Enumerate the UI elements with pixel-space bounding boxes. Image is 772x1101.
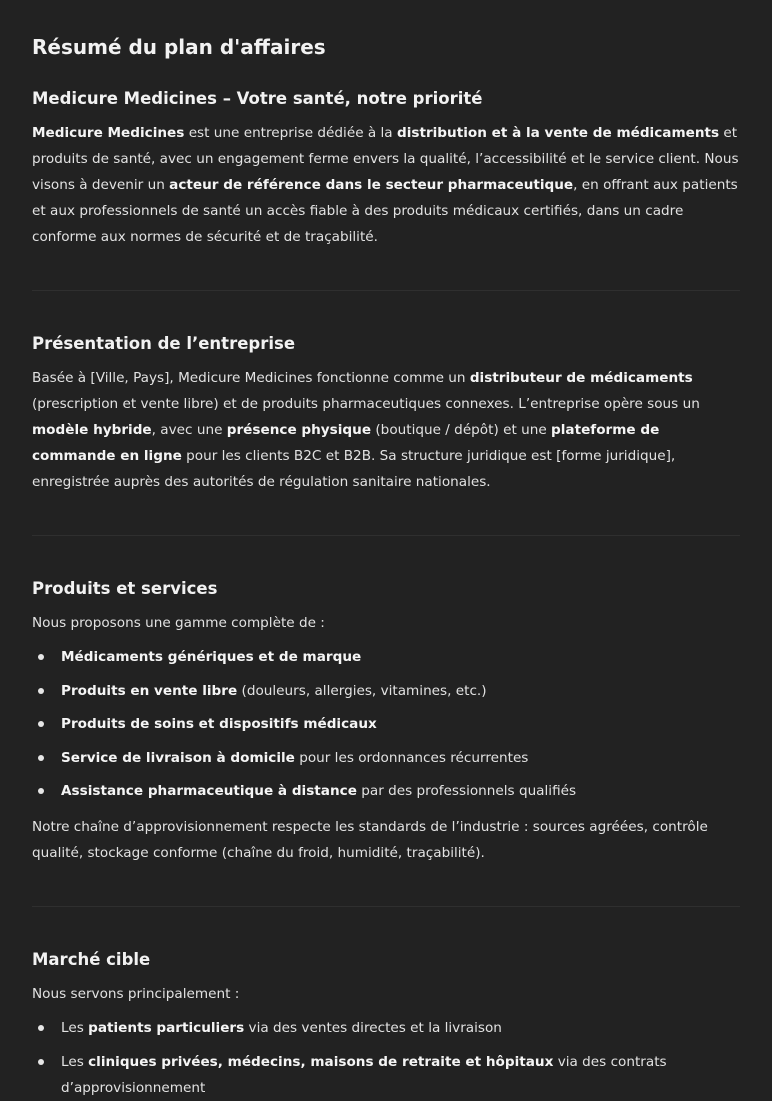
market-section [32,947,740,1101]
bullet-icon [38,788,44,794]
bold-text: Assistance pharmaceutique à distance [61,783,357,799]
page-title: Résumé du plan d'affaires [32,35,326,59]
text-run: par des professionnels qualifiés [356,783,577,799]
bullet-icon [38,1059,44,1065]
bullet-icon [38,1025,44,1031]
list-item [32,1015,740,1041]
products-list [32,644,740,804]
intro-paragraph [32,120,740,250]
list-item [32,1049,740,1101]
list-item [32,711,740,737]
bullet-icon [38,688,44,694]
bold-text: modèle hybride [32,422,152,438]
bullet-icon [38,654,44,660]
text-run: et produits de santé, avec un engagement ferme envers la qualité, l’accessibilité et le service client. Nous visons à devenir un [32,125,739,193]
text-run: , en offrant aux patients et aux professionnels de santé un accès fiable à des produits médicaux certifiés, dans un cadre conforme aux normes de sécurité et de traçabilité. [32,177,738,245]
bold-text: distribution et à la vente de médicaments [396,125,720,141]
text-run: Basée à [Ville, Pays], Medicure Medicines fonctionne comme un [32,370,470,386]
presentation-section [32,331,740,495]
bold-text: distributeur de médicaments [469,370,693,386]
list-item [32,778,740,804]
bold-text: Produits en vente libre [61,682,238,699]
bold-text: cliniques privées, médecins, maisons de retraite et hôpitaux [88,1053,554,1070]
list-item [32,745,740,771]
bullet-icon [38,721,44,727]
bold-text: présence physique [226,422,372,438]
market-heading: Marché cible [32,950,151,969]
bold-text: patients particuliers [88,1020,245,1036]
products-intro: Nous proposons une gamme complète de : [32,615,325,631]
text-run: via des contrats d’approvisionnement [61,1053,667,1096]
text-run: (prescription et vente libre) et de produits pharmaceutiques connexes. L’entreprise opère sous un [32,396,700,412]
text-run: Les [61,1053,89,1070]
section-divider [32,906,740,907]
text-run: pour les ordonnances récurrentes [294,749,529,766]
intro-heading: Medicure Medicines – Votre santé, notre priorité [32,89,483,108]
intro-section [32,86,740,250]
text-run: (douleurs, allergies, vitamines, etc.) [237,682,487,699]
bold-text: Medicure Medicines [32,125,185,141]
market-intro: Nous servons principalement : [32,986,240,1002]
products-heading: Produits et services [32,579,218,598]
section-divider [32,535,740,536]
section-divider [32,290,740,291]
products-section [32,576,740,866]
presentation-paragraph [32,365,740,495]
market-list [32,1015,740,1101]
text-run: Les [61,1020,89,1036]
bullet-icon [38,755,44,761]
list-item [32,644,740,670]
presentation-heading: Présentation de l’entreprise [32,334,296,353]
text-run: (boutique / dépôt) et une [371,422,552,438]
bold-text: plateforme de commande en ligne [32,422,660,464]
bold-text: Service de livraison à domicile [61,749,295,766]
text-run: , avec une [151,422,227,438]
bold-text: acteur de référence dans le secteur pharmaceutique [169,177,574,193]
text-run: est une entreprise dédiée à la [184,125,397,141]
bold-text: Médicaments génériques et de marque [61,649,362,665]
text-run: pour les clients B2C et B2B. Sa structure juridique est [forme juridique], enregistrée auprès des autorités de régulation sanitaire nationales. [32,448,676,490]
text-run: via des ventes directes et la livraison [244,1020,502,1036]
list-item [32,678,740,704]
products-outro: Notre chaîne d’approvisionnement respecte les standards de l’industrie : sources agréées, contrôle qualité, stockage conforme (chaîne du froid, humidité, traçabilité). [32,819,708,861]
bold-text: Produits de soins et dispositifs médicaux [61,716,377,732]
